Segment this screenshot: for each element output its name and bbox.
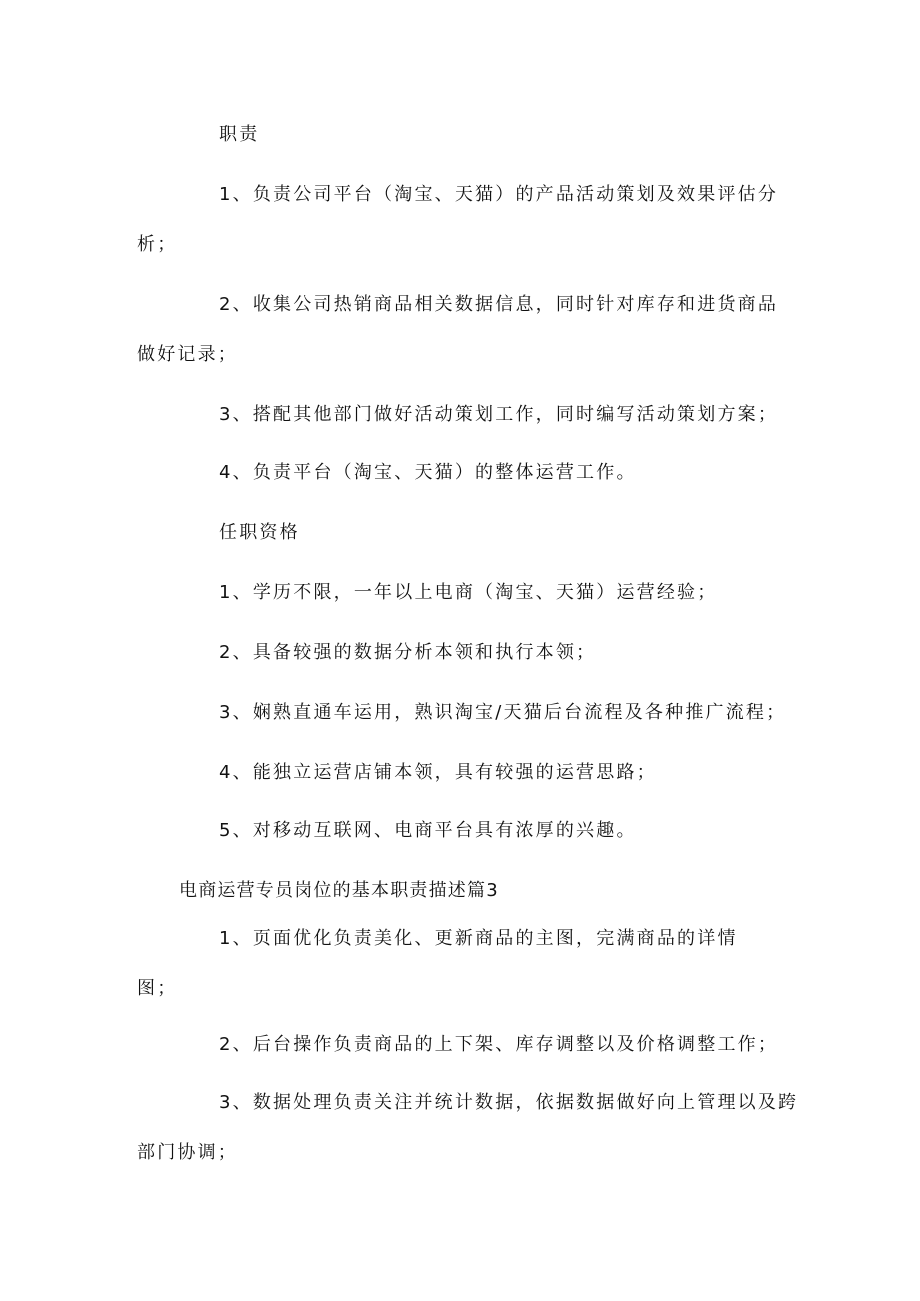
- duty-item-2-line-1: 2、收集公司热销商品相关数据信息，同时针对库存和进货商品: [219, 294, 779, 315]
- article-item-2: 2、后台操作负责商品的上下架、库存调整以及价格调整工作；: [219, 1034, 779, 1055]
- article-item-1-line-2: 图；: [137, 978, 178, 999]
- section-heading-article: 电商运营专员岗位的基本职责描述篇3: [179, 880, 499, 901]
- article-item-3-line-2: 部门协调；: [137, 1142, 238, 1163]
- qualification-item-3: 3、娴熟直通车运用，熟识淘宝/天猫后台流程及各种推广流程；: [219, 702, 787, 723]
- article-item-3-line-1: 3、数据处理负责关注并统计数据，依据数据做好向上管理以及跨: [219, 1092, 799, 1113]
- qualification-item-2: 2、具备较强的数据分析本领和执行本领；: [219, 642, 597, 663]
- article-item-1-line-1: 1、页面优化负责美化、更新商品的主图，完满商品的详情: [219, 928, 738, 949]
- duty-item-4: 4、负责平台（淘宝、天猫）的整体运营工作。: [219, 462, 637, 483]
- qualification-item-1: 1、学历不限，一年以上电商（淘宝、天猫）运营经验；: [219, 582, 718, 603]
- section-heading-qualifications: 任职资格: [219, 522, 300, 543]
- duty-item-1-line-2: 析；: [137, 234, 178, 255]
- section-heading-duties: 职责: [219, 124, 260, 145]
- duty-item-1-line-1: 1、负责公司平台（淘宝、天猫）的产品活动策划及效果评估分: [219, 184, 779, 205]
- duty-item-2-line-2: 做好记录；: [137, 344, 238, 365]
- qualification-item-5: 5、对移动互联网、电商平台具有浓厚的兴趣。: [219, 820, 637, 841]
- qualification-item-4: 4、能独立运营店铺本领，具有较强的运营思路；: [219, 762, 657, 783]
- duty-item-3: 3、搭配其他部门做好活动策划工作，同时编写活动策划方案；: [219, 404, 779, 425]
